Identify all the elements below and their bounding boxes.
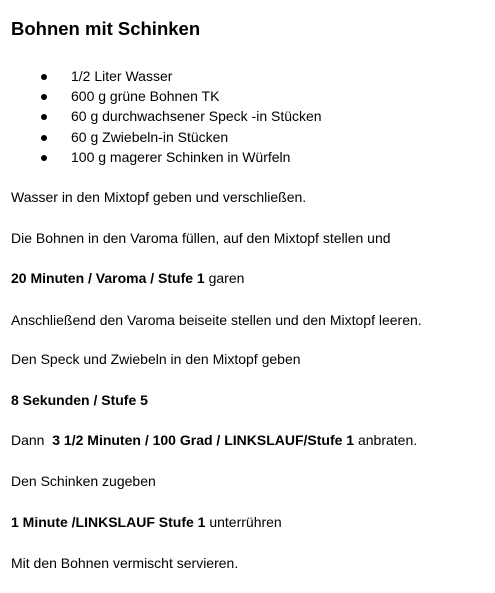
step-paragraph bbox=[11, 555, 238, 572]
bullet-icon bbox=[41, 135, 47, 141]
step-paragraph bbox=[11, 270, 244, 287]
step-instruction-bold: 1 Minute /LINKSLAUF Stufe 1 bbox=[11, 514, 206, 530]
step-paragraph bbox=[11, 312, 422, 329]
step-text: Mit den Bohnen vermischt servieren. bbox=[11, 555, 239, 571]
recipe-title: Bohnen mit Schinken bbox=[11, 18, 201, 39]
ingredient-text: 1/2 Liter Wasser bbox=[71, 68, 173, 84]
step-prefix: Dann bbox=[11, 432, 53, 448]
step-paragraph bbox=[11, 189, 306, 206]
step-instruction-bold: 20 Minuten / Varoma / Stufe 1 bbox=[11, 270, 205, 286]
bullet-icon bbox=[41, 94, 47, 100]
bullet-icon bbox=[41, 74, 47, 80]
step-paragraph bbox=[11, 230, 391, 247]
step-paragraph bbox=[11, 432, 417, 449]
step-text: Die Bohnen in den Varoma füllen, auf den Mixtopf stellen und bbox=[11, 230, 391, 246]
ingredient-text: 600 g grüne Bohnen TK bbox=[71, 88, 220, 105]
step-text: Anschließend den Varoma beiseite stellen und den Mixtopf leeren. bbox=[11, 312, 422, 328]
step-text: garen bbox=[204, 270, 245, 286]
ingredient-text: 100 g magerer Schinken in Würfeln bbox=[71, 148, 291, 165]
ingredient-text: 60 g Zwiebeln-in Stücken bbox=[71, 128, 229, 145]
ingredient-text: 60 g durchwachsener Speck -in Stücken bbox=[71, 108, 322, 125]
bullet-icon bbox=[41, 155, 47, 161]
step-paragraph bbox=[11, 473, 156, 490]
step-paragraph bbox=[11, 392, 148, 409]
step-text: Wasser in den Mixtopf geben und verschließen. bbox=[11, 189, 307, 205]
step-text: Den Speck und Zwiebeln in den Mixtopf geben bbox=[11, 351, 301, 367]
step-paragraph bbox=[11, 514, 282, 531]
step-text: anbraten. bbox=[354, 432, 418, 448]
bullet-icon bbox=[41, 114, 47, 120]
step-instruction-bold: 3 1/2 Minuten / 100 Grad / LINKSLAUF/Stufe 1 bbox=[52, 432, 355, 448]
step-text: unterrühren bbox=[205, 514, 282, 530]
step-text: Den Schinken zugeben bbox=[11, 473, 156, 489]
step-instruction-bold: 8 Sekunden / Stufe 5 bbox=[11, 392, 148, 408]
step-paragraph bbox=[11, 351, 301, 368]
